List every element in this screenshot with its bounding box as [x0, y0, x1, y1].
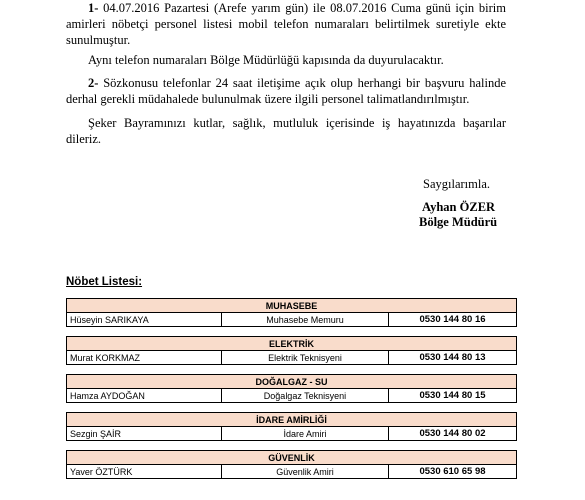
- job-title: Güvenlik Amiri: [222, 465, 389, 479]
- spacer-row: [67, 365, 517, 375]
- paragraph-2: Aynı telefon numaraları Bölge Müdürlüğü kapısında da duyurulacaktır.: [88, 53, 444, 67]
- person-name: Hamza AYDOĞAN: [67, 389, 222, 403]
- paragraph-1-text: 04.07.2016 Pazartesi (Arefe yarım gün) ile 08.07.2016 Cuma günü için birim amirleri nöbetçi personel listesi mobil telefon numaraları belirtilmek suretiyle ekte sunulmuştur.: [66, 1, 506, 47]
- spacer-row: [67, 327, 517, 337]
- paragraph-4: Şeker Bayramınızı kutlar, sağlık, mutluluk içerisinde iş hayatınızda başarılar dileriz.: [66, 116, 506, 146]
- phone-number: 0530 144 80 15: [389, 389, 517, 403]
- department-name: İDARE AMİRLİĞİ: [67, 413, 517, 427]
- spacer-row: [67, 441, 517, 451]
- duty-table: [66, 298, 517, 479]
- table-row: [67, 389, 517, 403]
- department-name: DOĞALGAZ - SU: [67, 375, 517, 389]
- table-row: [67, 313, 517, 327]
- person-name: Sezgin ŞAİR: [67, 427, 222, 441]
- person-name: Hüseyin SARIKAYA: [67, 313, 222, 327]
- department-header: [67, 337, 517, 351]
- signer-name: Ayhan ÖZER: [422, 200, 496, 214]
- phone-number: 0530 144 80 02: [389, 427, 517, 441]
- job-title: Elektrik Teknisyeni: [222, 351, 389, 365]
- department-name: GÜVENLİK: [67, 451, 517, 465]
- job-title: Muhasebe Memuru: [222, 313, 389, 327]
- person-name: Murat KORKMAZ: [67, 351, 222, 365]
- department-name: MUHASEBE: [67, 299, 517, 313]
- paragraph-3: [66, 75, 506, 107]
- department-header: [67, 413, 517, 427]
- spacer-row: [67, 403, 517, 413]
- phone-number: 0530 144 80 13: [389, 351, 517, 365]
- table-row: [67, 351, 517, 365]
- department-header: [67, 451, 517, 465]
- department-name: ELEKTRİK: [67, 337, 517, 351]
- item-number-2: 2-: [88, 76, 99, 90]
- department-header: [67, 299, 517, 313]
- closing-text: Saygılarımla.: [423, 177, 490, 191]
- table-row: [67, 427, 517, 441]
- paragraph-1: [66, 0, 506, 48]
- paragraph-3-text: Sözkonusu telefonlar 24 saat iletişime açık olup herhangi bir başvuru halinde derhal gerekli müdahalede bulunulmak üzere ilgili personel talimatlandırılmıştır.: [66, 76, 506, 106]
- item-number-1: 1-: [88, 1, 99, 15]
- duty-list-title: Nöbet Listesi:: [66, 276, 143, 288]
- table-row: [67, 465, 517, 479]
- signer-title: Bölge Müdürü: [419, 215, 498, 229]
- department-header: [67, 375, 517, 389]
- phone-number: 0530 610 65 98: [389, 465, 517, 479]
- job-title: Doğalgaz Teknisyeni: [222, 389, 389, 403]
- phone-number: 0530 144 80 16: [389, 313, 517, 327]
- job-title: İdare Amiri: [222, 427, 389, 441]
- person-name: Yaver ÖZTÜRK: [67, 465, 222, 479]
